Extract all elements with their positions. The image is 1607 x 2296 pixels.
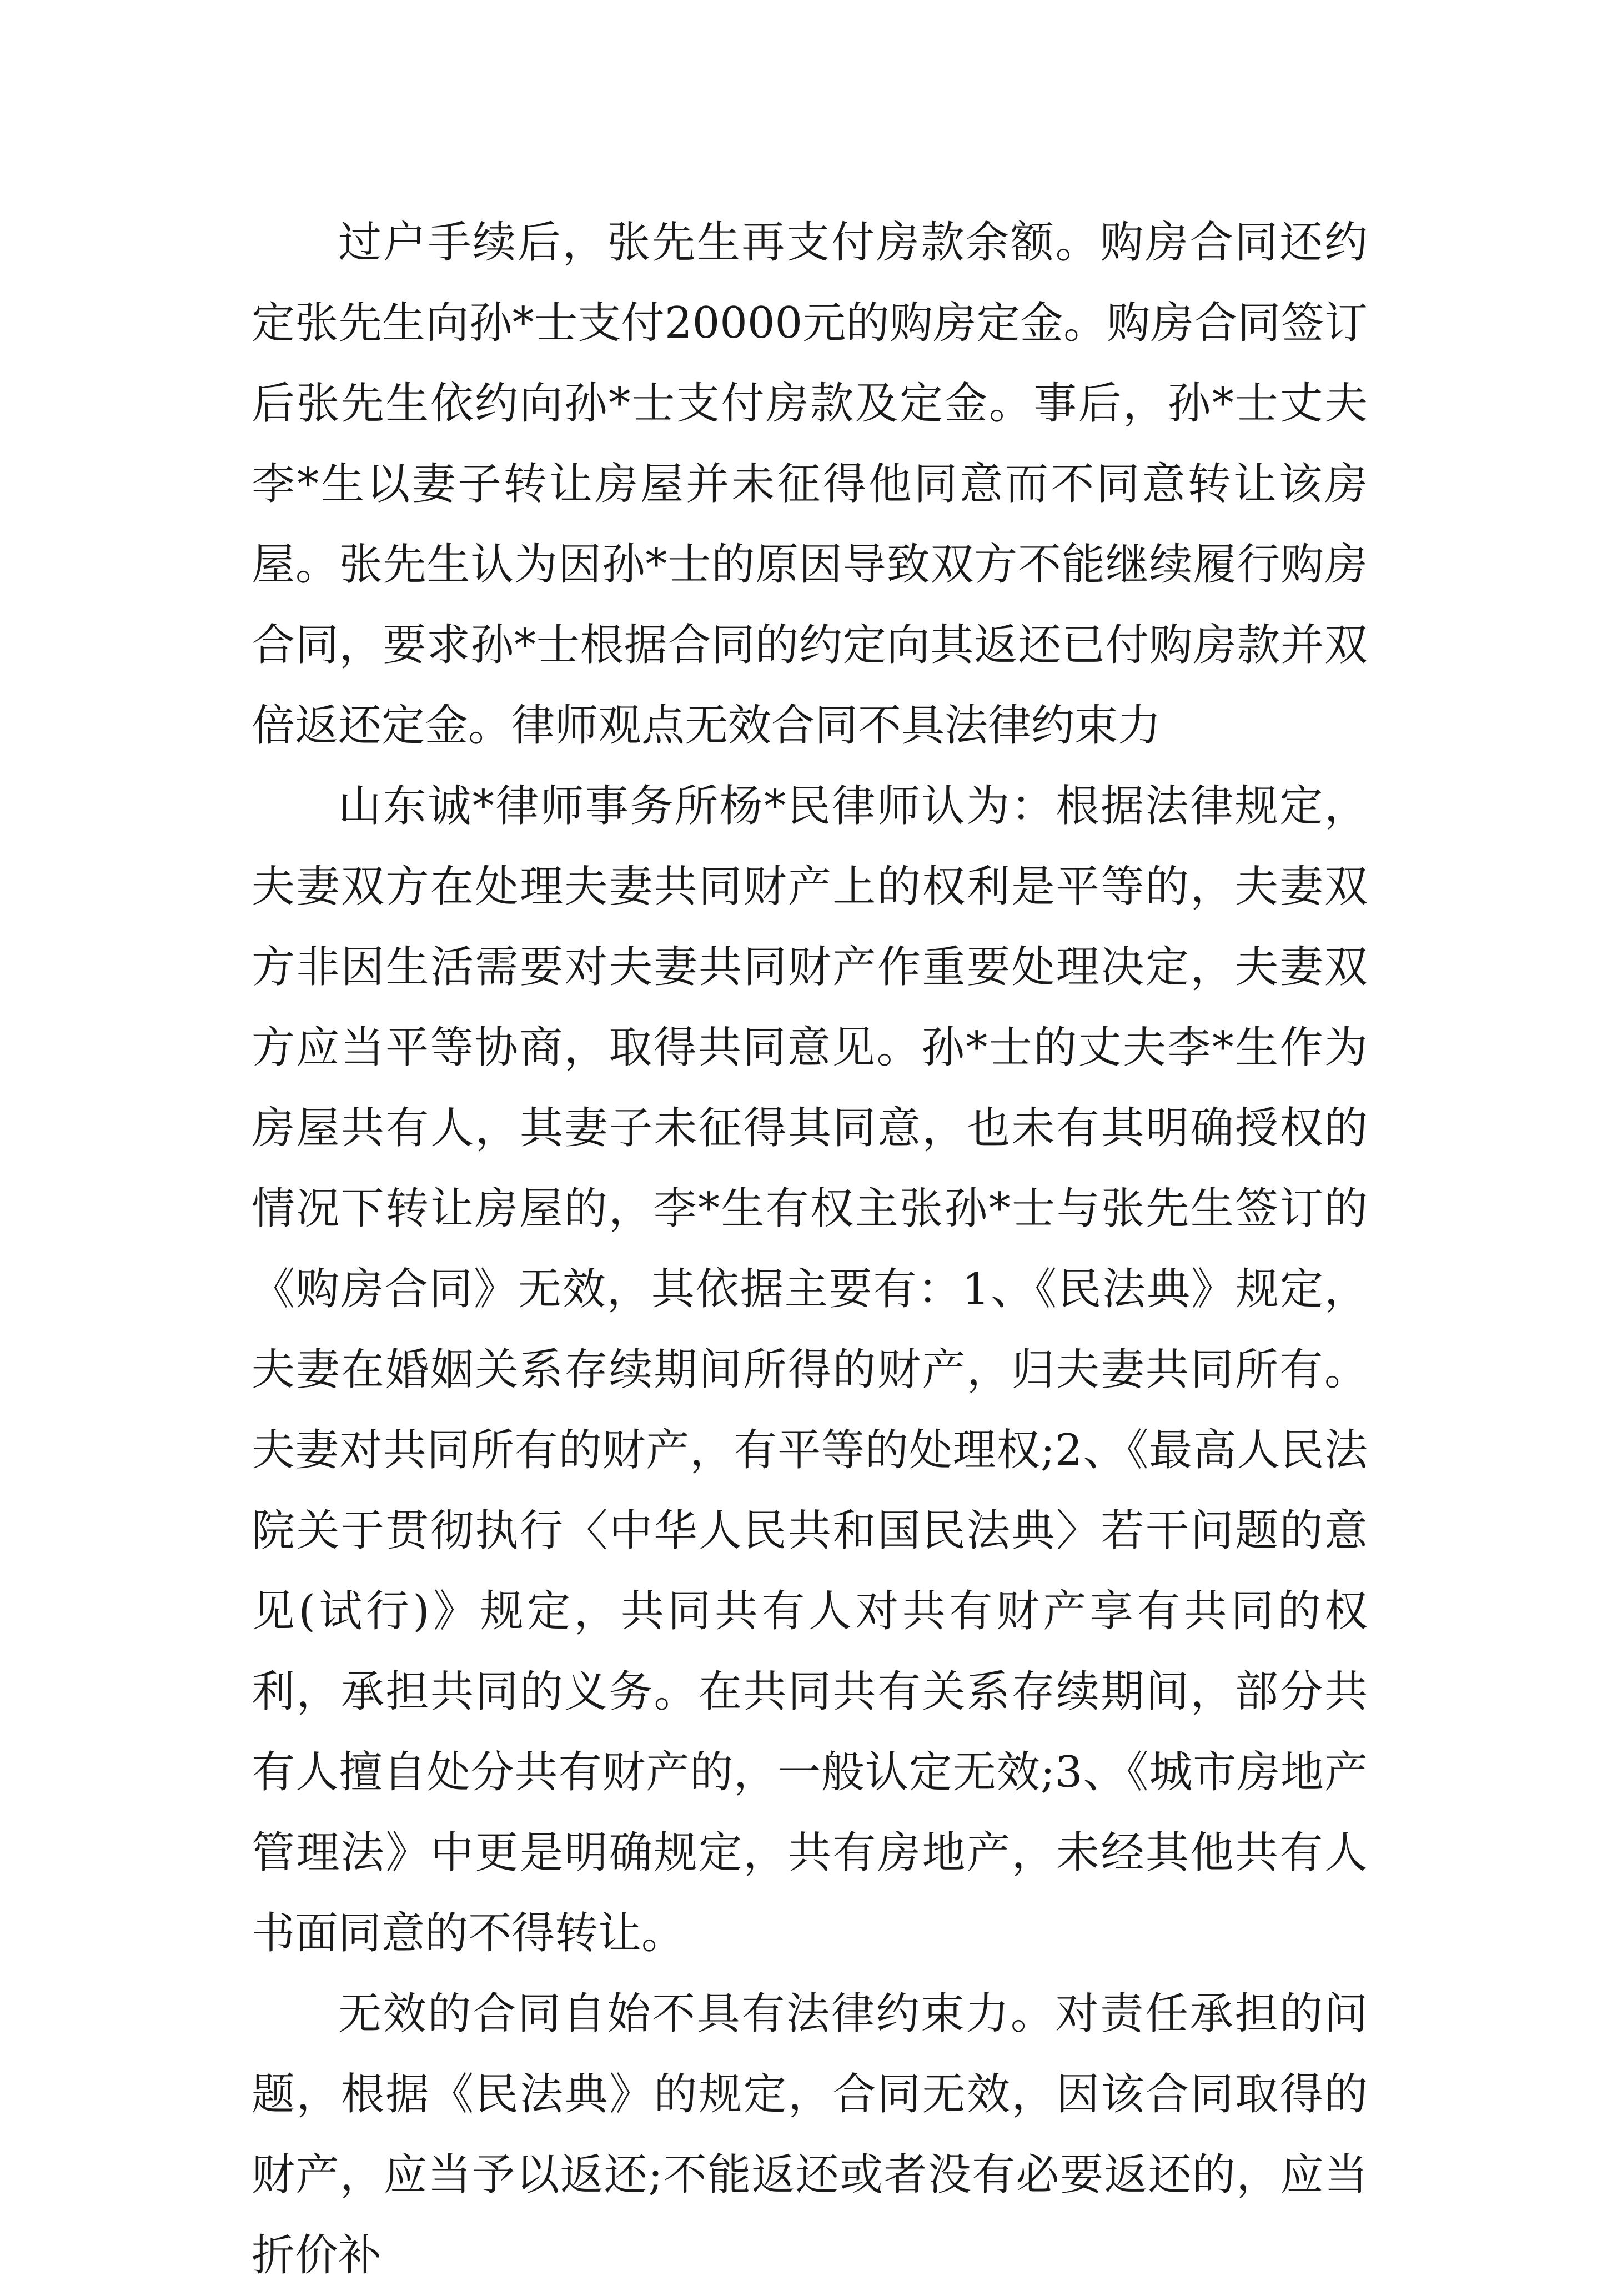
paragraph-lawyer-opinion: 山东诚*律师事务所杨*民律师认为：根据法律规定，夫妻双方在处理夫妻共同财产上的权利是平等的，夫妻双方非因生活需要对夫妻共同财产作重要处理决定，夫妻双方应当平等协商，取得共同意见。孙*士的丈夫李*生作为房屋共有人，其妻子未征得其同意，也未有其明确授权的情况下转让房屋的，李*生有权主张孙*士与张先生签订的《购房合同》无效，其依据主要有：1、《民法典》规定，夫妻在婚姻关系存续期间所得的财产，归夫妻共同所有。夫妻对共同所有的财产，有平等的处理权;2、《最高人民法院关于贯彻执行〈中华人民共和国民法典〉若干问题的意见(试行)》规定，共同共有人对共有财产享有共同的权利，承担共同的义务。在共同共有关系存续期间，部分共有人擅自处分共有财产的，一般认定无效;3、《城市房地产管理法》中更是明确规定，共有房地产，未经其他共有人书面同意的不得转让。 [252, 781, 1368, 1958]
paragraph-case-facts: 过户手续后，张先生再支付房款余额。购房合同还约定张先生向孙*士支付20000元的购房定金。购房合同签订后张先生依约向孙*士支付房款及定金。事后，孙*士丈夫李*生以妻子转让房屋并未征得他同意而不同意转让该房屋。张先生认为因孙*士的原因导致双方不能继续履行购房合同，要求孙*士根据合同的约定向其返还已付购房款并双倍返还定金。律师观点无效合同不具法律约束力 [252, 218, 1368, 751]
document-body [252, 203, 1368, 2296]
paragraph-invalid-contract: 无效的合同自始不具有法律约束力。对责任承担的问题，根据《民法典》的规定，合同无效，因该合同取得的财产，应当予以返还;不能返还或者没有必要返还的，应当折价补 [252, 1989, 1368, 2280]
